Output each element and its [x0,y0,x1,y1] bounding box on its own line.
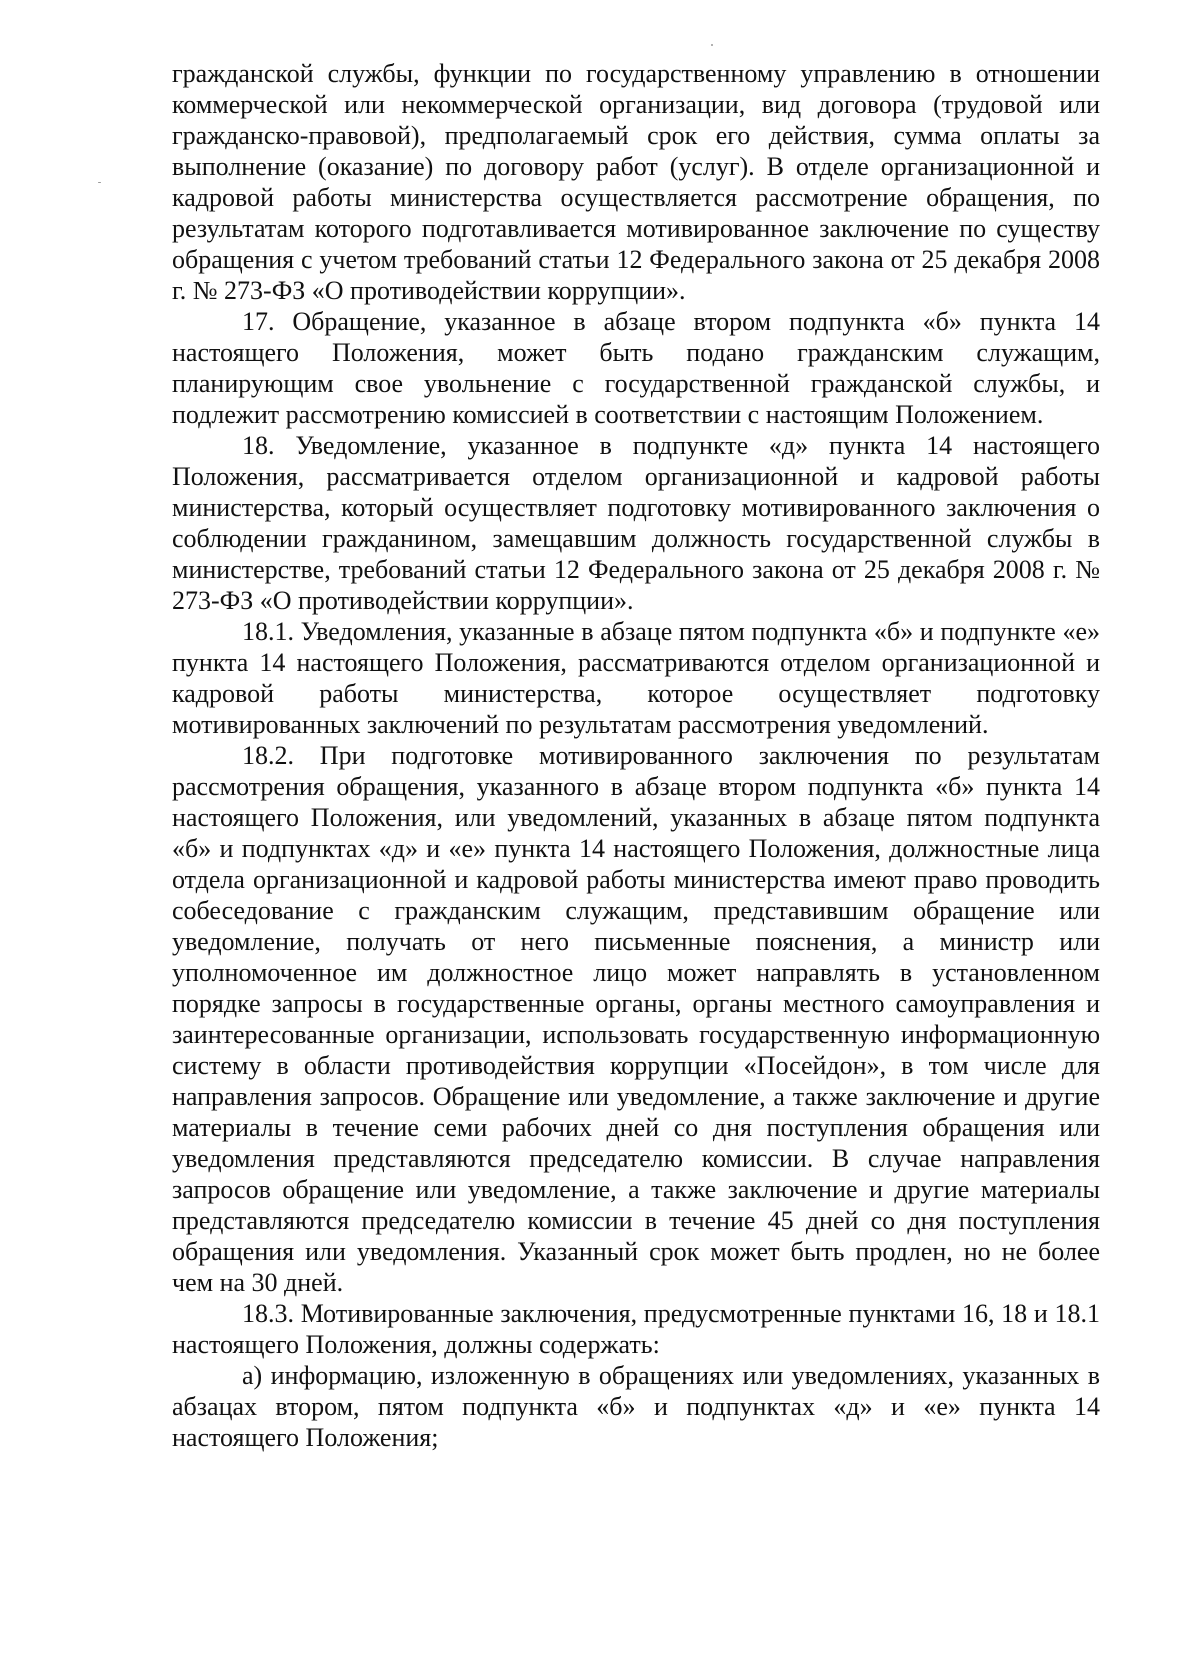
paragraph-17: 17. Обращение, указанное в абзаце втором подпункта «б» пункта 14 настоящего Положения, может быть подано гражданским служащим, планирующим свое увольнение с государственной гражданской службы, и подлежит рассмотрению комиссией в соответствии с настоящим Положением. [172,307,1100,429]
paragraph-18-3: 18.3. Мотивированные заключения, предусмотренные пунктами 16, 18 и 18.1 настоящего Положения, должны содержать: [172,1299,1100,1359]
scan-speck [711,44,713,46]
paragraph-18-2: 18.2. При подготовке мотивированного заключения по результатам рассмотрения обращения, указанного в абзаце втором подпункта «б» пункта 14 настоящего Положения, или уведомлений, указанных в абзаце пятом подпункта «б» и подпунктах «д» и «е» пункта 14 настоящего Положения, должностные лица отдела организационной и кадровой работы министерства имеют право проводить собеседование с гражданским служащим, представившим обращение или уведомление, получать от него письменные пояснения, а министр или уполномоченное им должностное лицо может направлять в установленном порядке запросы в государственные органы, органы местного самоуправления и заинтересованные организации, использовать государственную информационную систему в области противодействия коррупции «Посейдон», в том числе для направления запросов. Обращение или уведомление, а также заключение и другие материалы в течение семи рабочих дней со дня поступления обращения или уведомления представляются председателю комиссии. В случае направления запросов обращение или уведомление, а также заключение и другие материалы представляются председателю комиссии в течение 45 дней со дня поступления обращения или уведомления. Указанный срок может быть продлен, но не более чем на 30 дней. [172,741,1100,1297]
scan-speck [98,182,101,183]
paragraph-18-1: 18.1. Уведомления, указанные в абзаце пятом подпункта «б» и подпункте «е» пункта 14 настоящего Положения, рассматриваются отделом организационной и кадровой работы министерства, которое осуществляет подготовку мотивированных заключений по результатам рассмотрения уведомлений. [172,617,1100,739]
document-text [172,58,1100,1453]
paragraph-continuation-16: гражданской службы, функции по государственному управлению в отношении коммерческой или некоммерческой организации, вид договора (трудовой или гражданско-правовой), предполагаемый срок его действия, сумма оплаты за выполнение (оказание) по договору работ (услуг). В отделе организационной и кадровой работы министерства осуществляется рассмотрение обращения, по результатам которого подготавливается мотивированное заключение по существу обращения с учетом требований статьи 12 Федерального закона от 25 декабря 2008 г. № 273-ФЗ «О противодействии коррупции». [172,59,1100,305]
paragraph-18: 18. Уведомление, указанное в подпункте «д» пункта 14 настоящего Положения, рассматривается отделом организационной и кадровой работы министерства, который осуществляет подготовку мотивированного заключения о соблюдении гражданином, замещавшим должность государственной службы в министерстве, требований статьи 12 Федерального закона от 25 декабря 2008 г. № 273-ФЗ «О противодействии коррупции». [172,431,1100,615]
paragraph-18-3-a: а) информацию, изложенную в обращениях или уведомлениях, указанных в абзацах втором, пятом подпункта «б» и подпунктах «д» и «е» пункта 14 настоящего Положения; [172,1361,1100,1452]
